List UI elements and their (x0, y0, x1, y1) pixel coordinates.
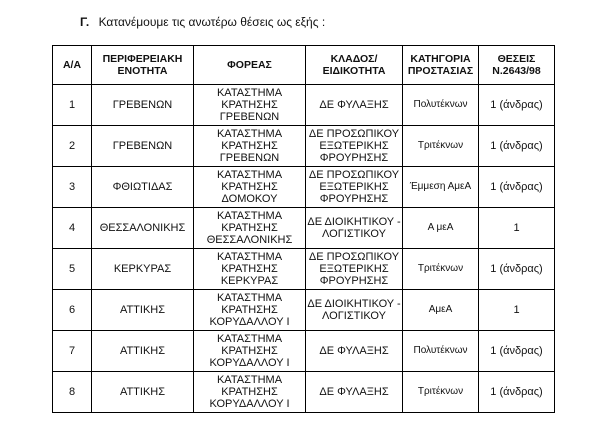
cell-category: Τριτέκνων (403, 126, 479, 167)
cell-branch: ΔΕ ΦΥΛΑΞΗΣ (306, 331, 403, 372)
cell-regional-unit: ΚΕΡΚΥΡΑΣ (92, 249, 194, 290)
cell-branch: ΔΕ ΦΥΛΑΞΗΣ (306, 372, 403, 413)
cell-branch: ΔΕ ΠΡΟΣΩΠΙΚΟΥ ΕΞΩΤΕΡΙΚΗΣ ΦΡΟΥΡΗΣΗΣ (306, 249, 403, 290)
cell-regional-unit: ΦΘΙΩΤΙΔΑΣ (92, 167, 194, 208)
cell-category: Πολυτέκνων (403, 331, 479, 372)
cell-agency: ΚΑΤΑΣΤΗΜΑ ΚΡΑΤΗΣΗΣ ΚΟΡΥΔΑΛΛΟΥ Ι (194, 290, 306, 331)
table-row (53, 208, 555, 249)
cell-branch: ΔΕ ΔΙΟΙΚΗΤΙΚΟΥ - ΛΟΓΙΣΤΙΚΟΥ (306, 290, 403, 331)
cell-agency: ΚΑΤΑΣΤΗΜΑ ΚΡΑΤΗΣΗΣ ΓΡΕΒΕΝΩΝ (194, 126, 306, 167)
section-letter: Γ. (80, 15, 90, 29)
header-regional-unit: ΠΕΡΙΦΕΡΕΙΑΚΗ ΕΝΟΤΗΤΑ (92, 46, 194, 85)
cell-branch: ΔΕ ΔΙΟΙΚΗΤΙΚΟΥ - ΛΟΓΙΣΤΙΚΟΥ (306, 208, 403, 249)
cell-aa: 2 (53, 126, 92, 167)
cell-category: Έμμεση ΑμεΑ (403, 167, 479, 208)
section-heading-text: Κατανέμουμε τις ανωτέρω θέσεις ως εξής : (98, 15, 326, 29)
table-row (53, 126, 555, 167)
cell-positions: 1 (άνδρας) (479, 372, 555, 413)
cell-positions: 1 (479, 208, 555, 249)
cell-aa: 1 (53, 85, 92, 126)
header-protection-category: ΚΑΤΗΓΟΡΙΑ ΠΡΟΣΤΑΣΙΑΣ (403, 46, 479, 85)
cell-positions: 1 (άνδρας) (479, 85, 555, 126)
cell-category: Α μεΑ (403, 208, 479, 249)
cell-branch: ΔΕ ΦΥΛΑΞΗΣ (306, 85, 403, 126)
cell-agency: ΚΑΤΑΣΤΗΜΑ ΚΡΑΤΗΣΗΣ ΔΟΜΟΚΟΥ (194, 167, 306, 208)
cell-positions: 1 (479, 290, 555, 331)
cell-regional-unit: ΑΤΤΙΚΗΣ (92, 372, 194, 413)
cell-aa: 5 (53, 249, 92, 290)
header-aa: Α/Α (53, 46, 92, 85)
cell-agency: ΚΑΤΑΣΤΗΜΑ ΚΡΑΤΗΣΗΣ ΚΕΡΚΥΡΑΣ (194, 249, 306, 290)
cell-positions: 1 (άνδρας) (479, 126, 555, 167)
cell-agency: ΚΑΤΑΣΤΗΜΑ ΚΡΑΤΗΣΗΣ ΚΟΡΥΔΑΛΛΟΥ Ι (194, 372, 306, 413)
table-row (53, 290, 555, 331)
cell-positions: 1 (άνδρας) (479, 331, 555, 372)
table-row (53, 331, 555, 372)
cell-branch: ΔΕ ΠΡΟΣΩΠΙΚΟΥ ΕΞΩΤΕΡΙΚΗΣ ΦΡΟΥΡΗΣΗΣ (306, 167, 403, 208)
cell-positions: 1 (άνδρας) (479, 249, 555, 290)
cell-regional-unit: ΓΡΕΒΕΝΩΝ (92, 85, 194, 126)
header-agency: ΦΟΡΕΑΣ (194, 46, 306, 85)
cell-regional-unit: ΘΕΣΣΑΛΟΝΙΚΗΣ (92, 208, 194, 249)
cell-aa: 3 (53, 167, 92, 208)
cell-branch: ΔΕ ΠΡΟΣΩΠΙΚΟΥ ΕΞΩΤΕΡΙΚΗΣ ΦΡΟΥΡΗΣΗΣ (306, 126, 403, 167)
cell-aa: 6 (53, 290, 92, 331)
positions-table (52, 45, 555, 413)
cell-agency: ΚΑΤΑΣΤΗΜΑ ΚΡΑΤΗΣΗΣ ΓΡΕΒΕΝΩΝ (194, 85, 306, 126)
table-header-row (53, 46, 555, 85)
section-heading (80, 15, 325, 29)
cell-category: ΑμεΑ (403, 290, 479, 331)
cell-category: Πολυτέκνων (403, 85, 479, 126)
cell-category: Τριτέκνων (403, 249, 479, 290)
cell-regional-unit: ΓΡΕΒΕΝΩΝ (92, 126, 194, 167)
cell-agency: ΚΑΤΑΣΤΗΜΑ ΚΡΑΤΗΣΗΣ ΚΟΡΥΔΑΛΛΟΥ Ι (194, 331, 306, 372)
table-row (53, 249, 555, 290)
cell-regional-unit: ΑΤΤΙΚΗΣ (92, 290, 194, 331)
cell-positions: 1 (άνδρας) (479, 167, 555, 208)
cell-aa: 7 (53, 331, 92, 372)
cell-category: Τριτέκνων (403, 372, 479, 413)
table-row (53, 167, 555, 208)
table-row (53, 85, 555, 126)
cell-regional-unit: ΑΤΤΙΚΗΣ (92, 331, 194, 372)
cell-aa: 8 (53, 372, 92, 413)
cell-agency: ΚΑΤΑΣΤΗΜΑ ΚΡΑΤΗΣΗΣ ΘΕΣΣΑΛΟΝΙΚΗΣ (194, 208, 306, 249)
header-positions: ΘΕΣΕΙΣ Ν.2643/98 (479, 46, 555, 85)
cell-aa: 4 (53, 208, 92, 249)
header-branch-specialty: ΚΛΑΔΟΣ/ ΕΙΔΙΚΟΤΗΤΑ (306, 46, 403, 85)
table-row (53, 372, 555, 413)
